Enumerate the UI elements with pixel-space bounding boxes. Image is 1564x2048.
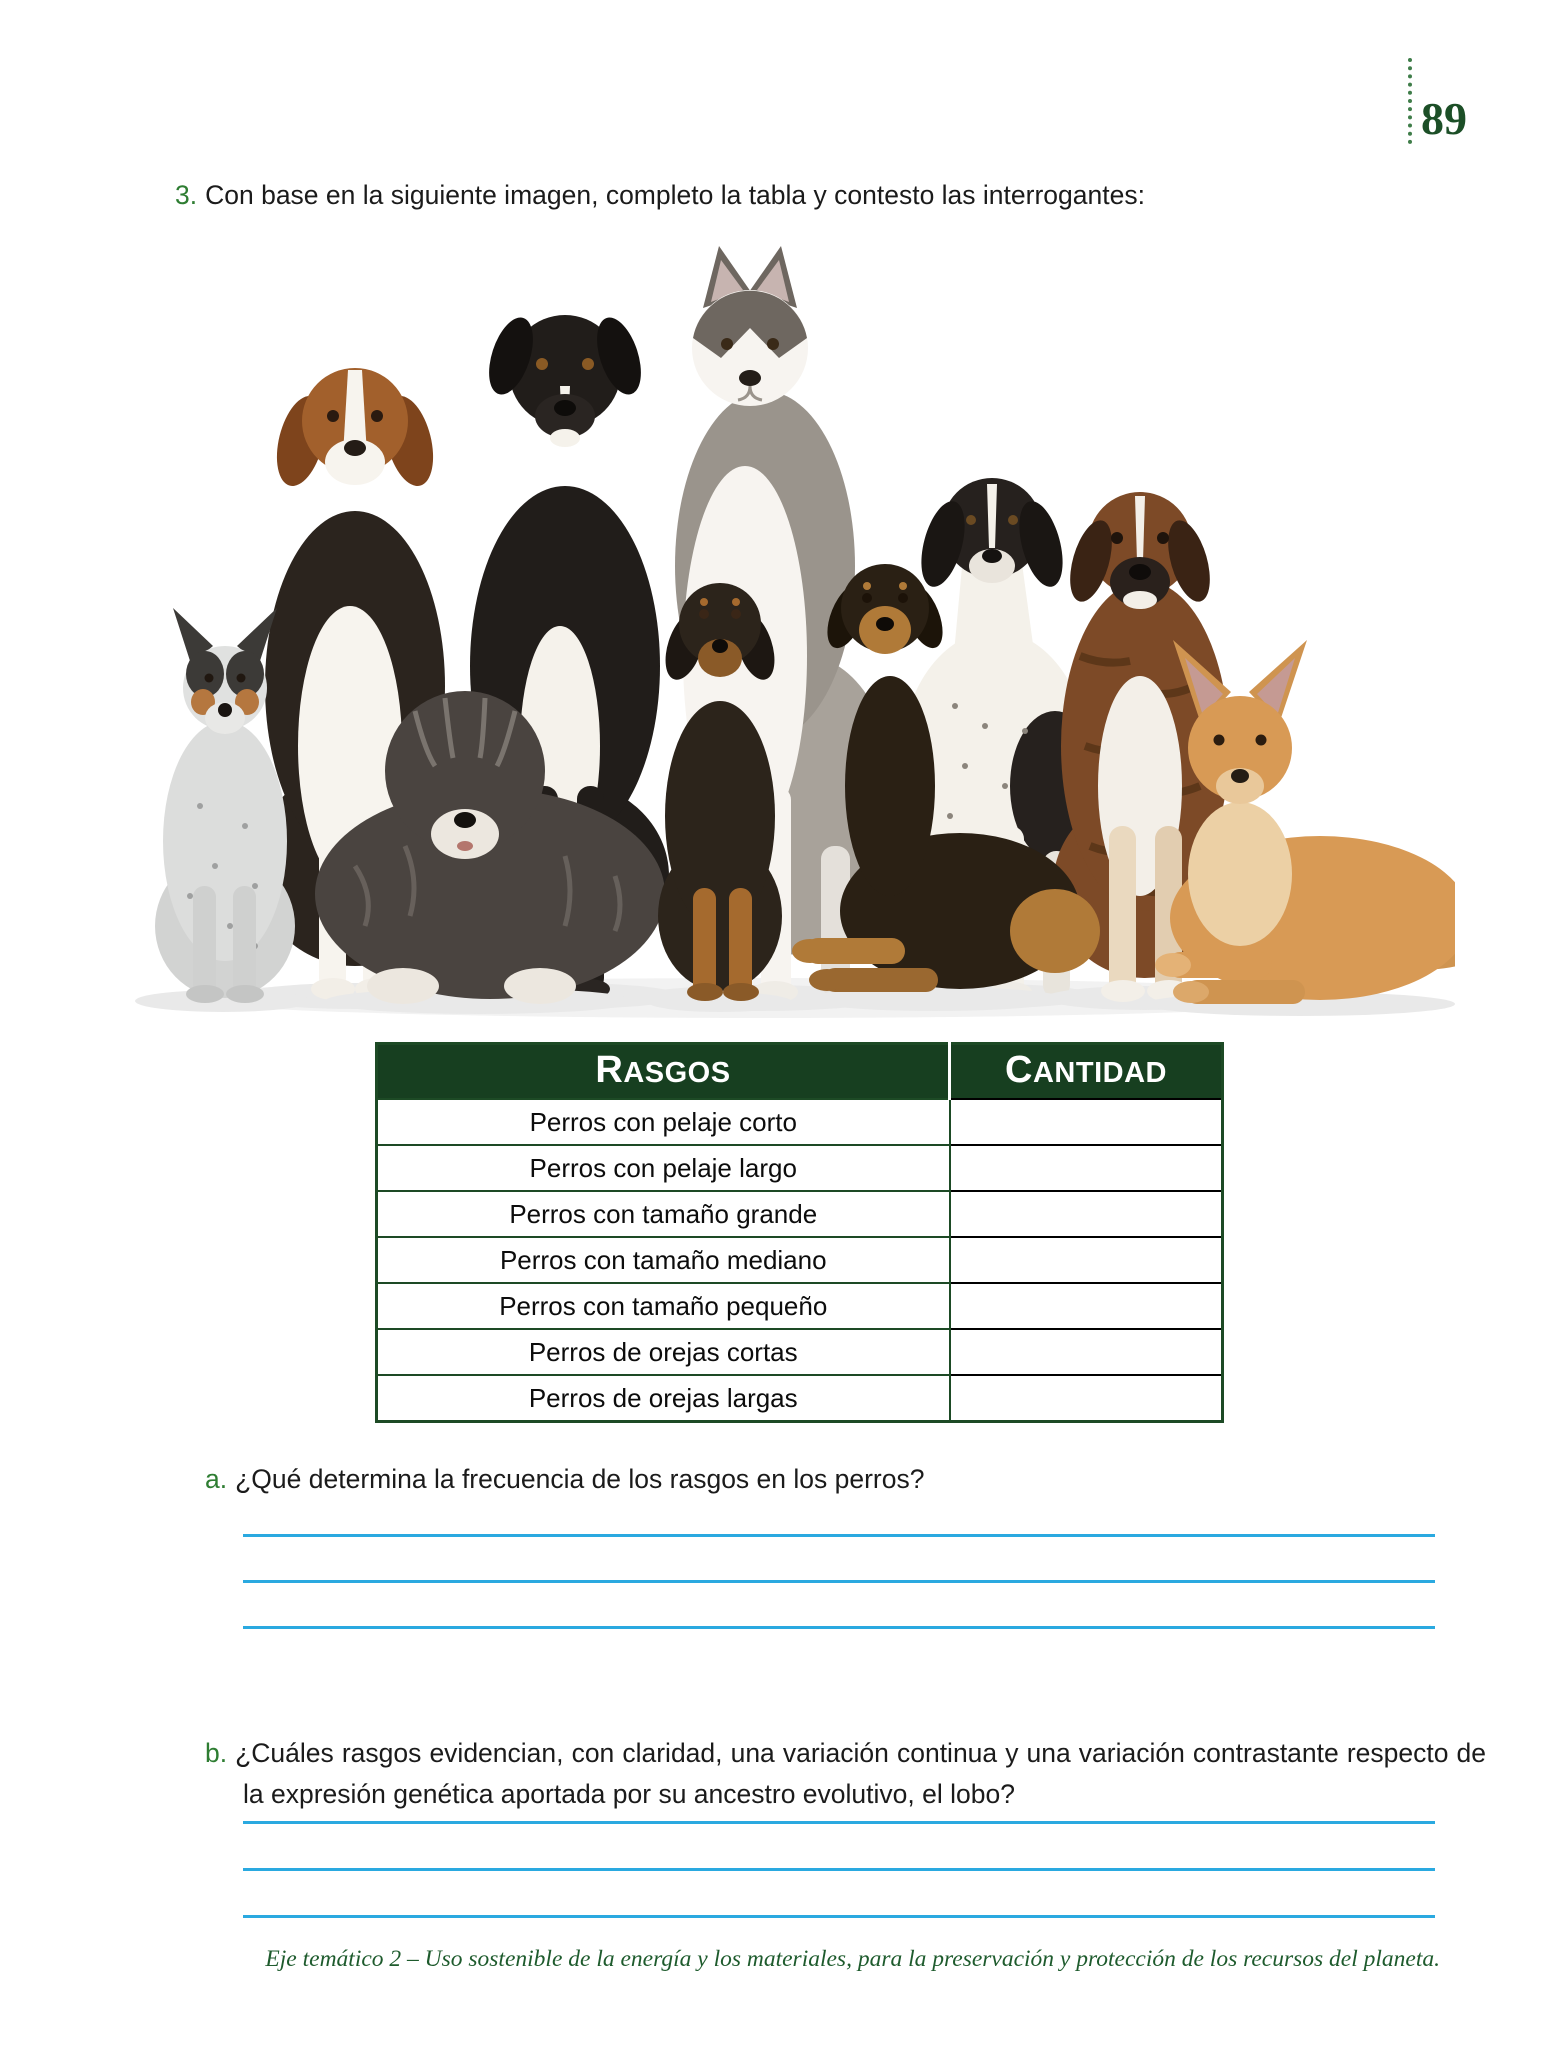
table-row <box>377 1283 1223 1329</box>
footer-theme-text: Eje temático 2 – Uso sostenible de la energía y los materiales, para la preservación y protección de los recursos del planeta. <box>265 1946 1440 1972</box>
page-number-dotted-rule <box>1408 58 1412 144</box>
table-row <box>377 1099 1223 1145</box>
question-b-label: b. <box>205 1738 228 1768</box>
answer-line <box>243 1626 1435 1629</box>
question-b-text: ¿Cuáles rasgos evidencian, con claridad, una variación continua y una variación contrastante respecto de la expresión genética aportada por su ancestro evolutivo, el lobo? <box>235 1738 1486 1809</box>
table-row <box>377 1191 1223 1237</box>
answer-line <box>243 1821 1435 1824</box>
traits-table <box>375 1042 1224 1423</box>
question-3 <box>175 176 1435 214</box>
table-header-cantidad: CANTIDAD <box>950 1044 1223 1100</box>
question-3-label: 3. <box>175 180 198 210</box>
cantidad-cell <box>950 1145 1223 1191</box>
cantidad-cell <box>950 1099 1223 1145</box>
table-row <box>377 1237 1223 1283</box>
answer-line <box>243 1534 1435 1537</box>
dog-dachshund <box>648 583 792 1012</box>
rasgo-cell: Perros de orejas cortas <box>377 1329 950 1375</box>
rasgo-cell: Perros con tamaño mediano <box>377 1237 950 1283</box>
page-number: 89 <box>1421 93 1467 144</box>
table-header-rasgos: RASGOS <box>377 1044 950 1100</box>
question-a-label: a. <box>205 1464 228 1494</box>
question-a-text: ¿Qué determina la frecuencia de los rasgos en los perros? <box>235 1464 925 1494</box>
dogs-photo <box>105 226 1455 1018</box>
rasgo-cell: Perros con pelaje corto <box>377 1099 950 1145</box>
cantidad-cell <box>950 1237 1223 1283</box>
question-b <box>205 1733 1486 1815</box>
answer-line <box>243 1580 1435 1583</box>
answer-line <box>243 1915 1435 1918</box>
table-row <box>377 1145 1223 1191</box>
cantidad-cell <box>950 1283 1223 1329</box>
cantidad-cell <box>950 1329 1223 1375</box>
table-row <box>377 1375 1223 1422</box>
question-a <box>205 1460 1483 1498</box>
answer-line <box>243 1868 1435 1871</box>
table-row <box>377 1329 1223 1375</box>
cantidad-cell <box>950 1191 1223 1237</box>
rasgo-cell: Perros con tamaño grande <box>377 1191 950 1237</box>
rasgo-cell: Perros de orejas largas <box>377 1375 950 1422</box>
question-3-text: Con base en la siguiente imagen, completo la tabla y contesto las interrogantes: <box>205 180 1145 210</box>
rasgo-cell: Perros con tamaño pequeño <box>377 1283 950 1329</box>
rasgo-cell: Perros con pelaje largo <box>377 1145 950 1191</box>
cantidad-cell <box>950 1375 1223 1422</box>
